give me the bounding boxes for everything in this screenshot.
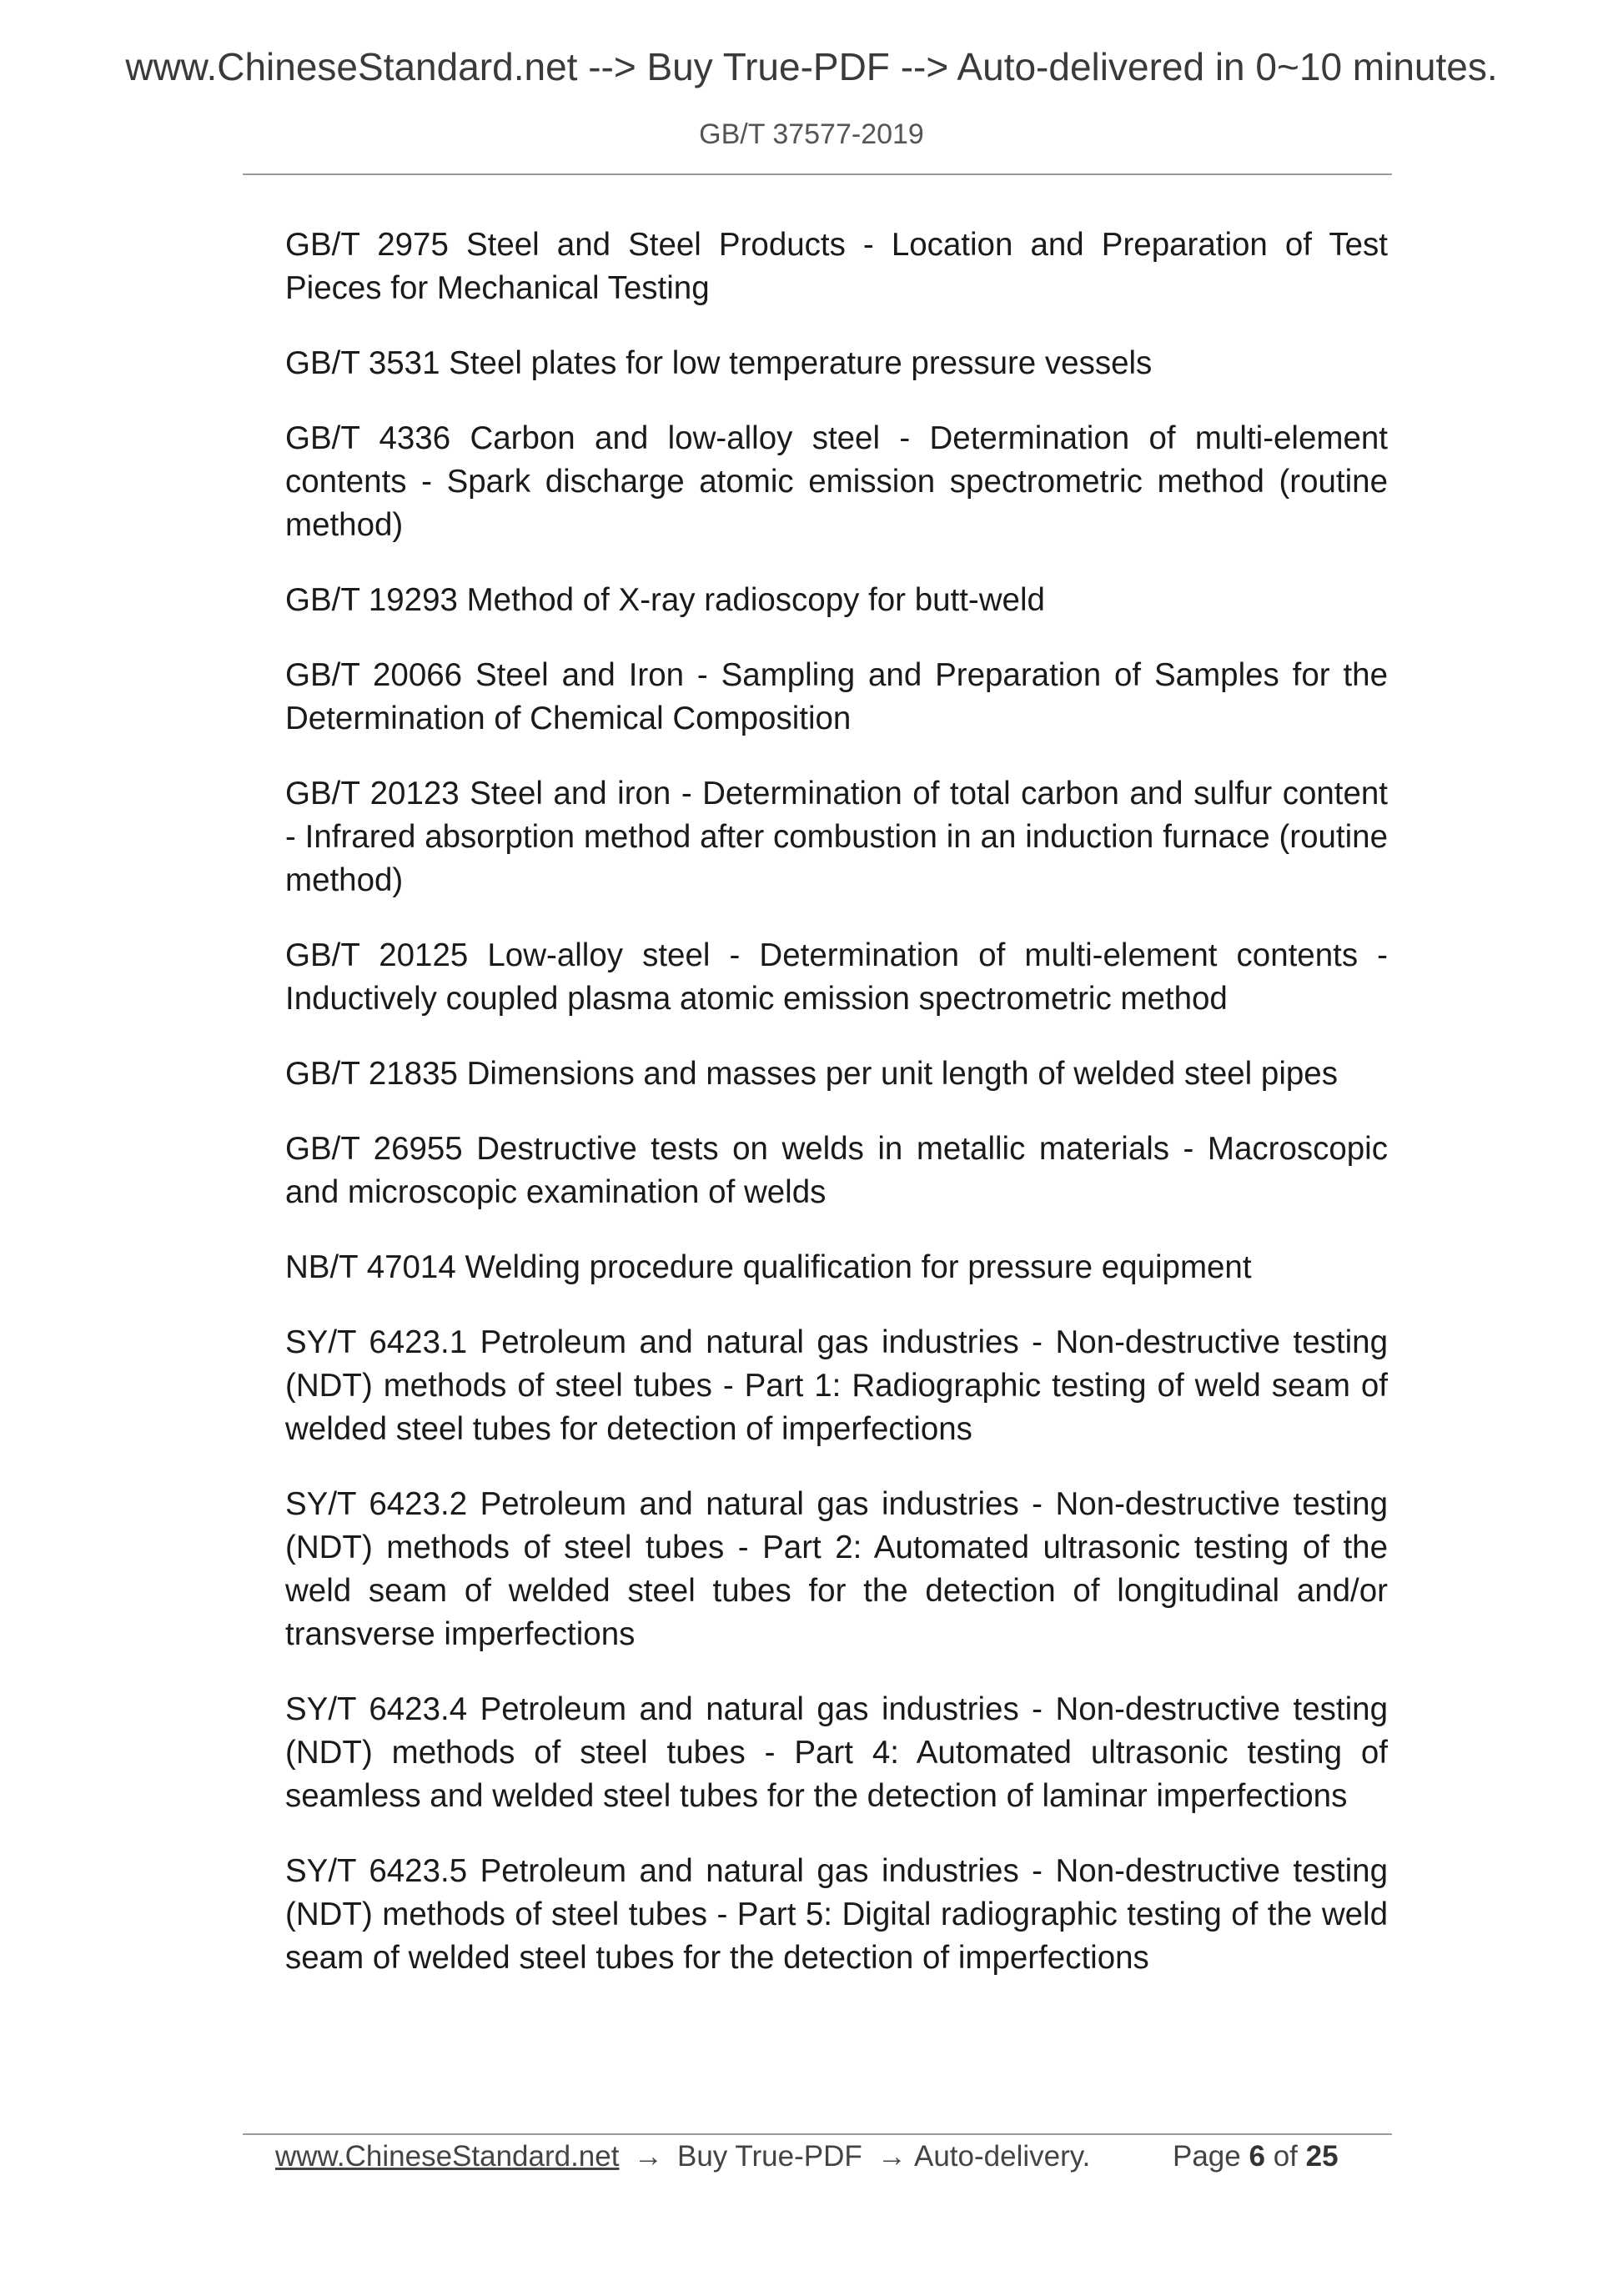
reference-item: SY/T 6423.1 Petroleum and natural gas industries - Non-destructive testing (NDT) methods of steel tubes - Part 1: Radiographic testing of weld seam of welded steel tubes for detection of imperfections — [285, 1324, 1388, 1447]
reference-item: SY/T 6423.5 Petroleum and natural gas industries - Non-destructive testing (NDT) methods of steel tubes - Part 5: Digital radiographic testing of the weld seam of welded steel tubes for the detection of imperfections — [285, 1853, 1388, 1976]
arrow-right-icon: → — [877, 2140, 907, 2173]
reference-item: SY/T 6423.4 Petroleum and natural gas industries - Non-destructive testing (NDT) methods of steel tubes - Part 4: Automated ultrasonic testing of seamless and welded steel tubes for the detection of laminar imperfections — [285, 1691, 1388, 1814]
reference-item: GB/T 20066 Steel and Iron - Sampling and Preparation of Samples for the Determination of Chemical Composition — [285, 657, 1388, 736]
reference-item: GB/T 19293 Method of X-ray radioscopy for butt-weld — [285, 582, 1045, 618]
page-of-label: of — [1273, 2140, 1298, 2173]
page-footer — [275, 2137, 1368, 2177]
reference-item: GB/T 3531 Steel plates for low temperature pressure vessels — [285, 345, 1153, 381]
total-pages: 25 — [1305, 2140, 1339, 2173]
reference-item: GB/T 21835 Dimensions and masses per unit length of welded steel pipes — [285, 1056, 1338, 1092]
footer-auto-delivery-text: Auto-delivery. — [914, 2140, 1091, 2173]
normative-references-list — [285, 224, 1388, 2012]
page-label: Page — [1173, 2140, 1241, 2173]
reference-item: GB/T 20123 Steel and iron - Determination of total carbon and sulfur content - Infrared absorption method after combustion in an induction furnace (routine method) — [285, 776, 1388, 898]
footer-divider — [243, 2133, 1392, 2135]
reference-item: GB/T 4336 Carbon and low-alloy steel - Determination of multi-element contents - Spark discharge atomic emission spectrometric method (routine method) — [285, 420, 1388, 543]
reference-item: GB/T 20125 Low-alloy steel - Determination of multi-element contents - Inductively coupled plasma atomic emission spectrometric method — [285, 937, 1388, 1017]
arrow-right-icon: → — [634, 2140, 663, 2173]
document-code: GB/T 37577-2019 — [699, 118, 924, 150]
reference-item: SY/T 6423.2 Petroleum and natural gas industries - Non-destructive testing (NDT) methods of steel tubes - Part 2: Automated ultrasonic testing of the weld seam of welded steel tubes for the detection of longitudinal and/or transverse imperfections — [285, 1486, 1388, 1652]
reference-item: GB/T 2975 Steel and Steel Products - Location and Preparation of Test Pieces for Mechanical Testing — [285, 227, 1388, 306]
top-banner: www.ChineseStandard.net --> Buy True-PDF --> Auto-delivered in 0~10 minutes. — [125, 45, 1498, 88]
footer-buy-text: Buy True-PDF — [677, 2140, 862, 2173]
reference-item: GB/T 26955 Destructive tests on welds in metallic materials - Macroscopic and microscopic examination of welds — [285, 1131, 1388, 1210]
footer-website-link[interactable]: www.ChineseStandard.net — [275, 2140, 620, 2173]
current-page: 6 — [1249, 2140, 1265, 2173]
page-number — [1173, 2137, 1339, 2177]
reference-item: NB/T 47014 Welding procedure qualification for pressure equipment — [285, 1249, 1252, 1285]
header-divider — [243, 173, 1392, 175]
